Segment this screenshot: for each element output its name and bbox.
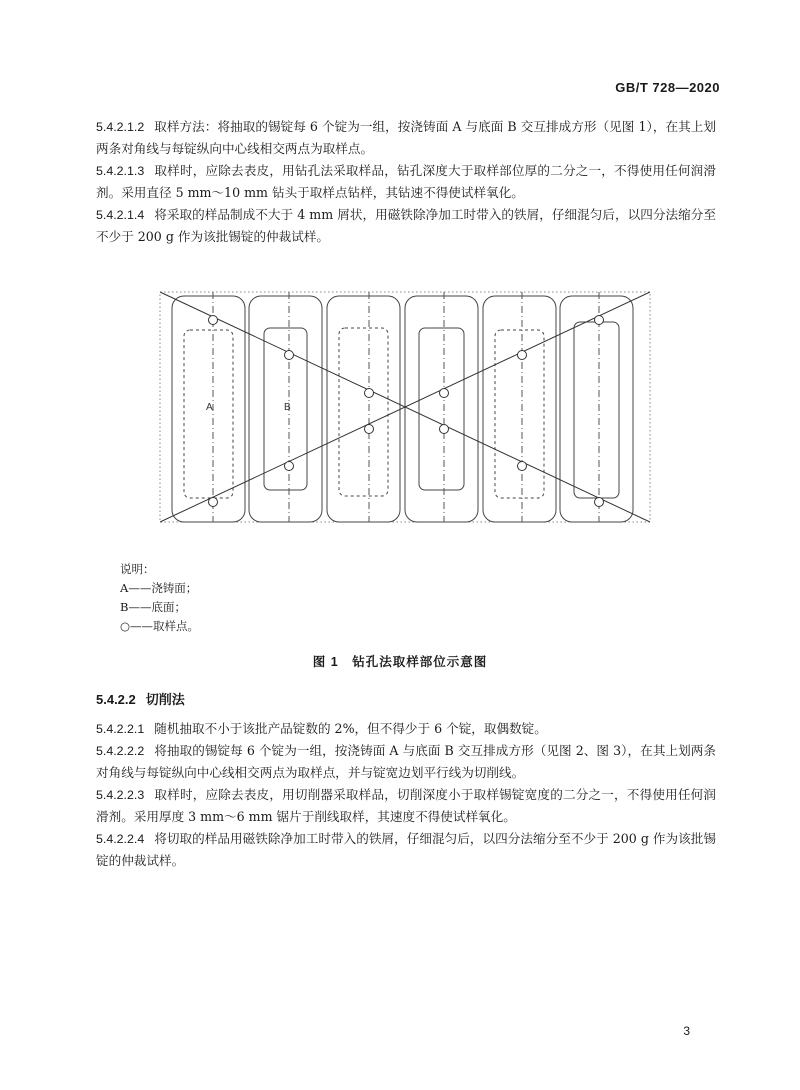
ingot-6 [560, 296, 633, 522]
sampling-point [518, 462, 527, 471]
face-a-label: A [206, 402, 213, 413]
legend-title: 说明： [120, 562, 155, 576]
ingot-3 [327, 296, 400, 522]
sampling-point [440, 425, 449, 434]
sampling-point [595, 498, 604, 507]
sampling-diagram-svg [150, 282, 660, 542]
ingot-4 [405, 296, 478, 522]
page-number: 3 [683, 1024, 690, 1038]
face-b-label: B [284, 402, 291, 413]
sampling-point [518, 351, 527, 360]
sampling-point [209, 498, 218, 507]
standard-code: GB/T 728—2020 [615, 80, 720, 95]
section-heading-5-4-2-2: 5.4.2.2 切削法 [96, 692, 185, 707]
figure-caption: 图 1 钻孔法取样部位示意图 [312, 655, 488, 669]
ingot-1-inner [184, 330, 233, 498]
paragraph-5-4-2-2-3: 5.4.2.2.3 取样时，应除去表皮，用切削器采取样品，切削深度小于取样锡锭宽度的二分之一，不得使用任何润滑剂。采用厚度 3 mm～6 mm 锯片于削线取样，其速度不得使试样氧化。 [96, 787, 716, 824]
sampling-point [365, 425, 374, 434]
paragraph-5-4-2-1-2: 5.4.2.1.2 取样方法：将抽取的锡锭每 6 个锭为一组，按浇铸面 A 与底面 B 交互排成方形（见图 1），在其上划两条对角线与每锭纵向中心线相交两点为取样点。 [96, 119, 716, 156]
ingot-3-inner [339, 328, 388, 496]
paragraph-5-4-2-1-3: 5.4.2.1.3 取样时，应除去表皮，用钻孔法采取样品，钻孔深度大于取样部位厚的二分之一，不得使用任何润滑剂。采用直径 5 mm～10 mm 钻头于取样点钻样，其钻速不得使试样氧化。 [96, 163, 716, 200]
sampling-point [595, 316, 604, 325]
ingot-6-inner [574, 322, 619, 498]
paragraph-5-4-2-2-4: 5.4.2.2.4 将切取的样品用磁铁除净加工时带入的铁屑，仔细混匀后，以四分法缩分至不少于 200 g 作为该批锡锭的仲裁试样。 [96, 831, 716, 868]
legend-item-point: ○——取样点。 [120, 619, 200, 633]
sampling-point [209, 316, 218, 325]
figure-legend [120, 560, 199, 636]
sampling-point [440, 389, 449, 398]
paragraph-5-4-2-2-2: 5.4.2.2.2 将抽取的锡锭每 6 个锭为一组，按浇铸面 A 与底面 B 交互排成方形（见图 2、图 3），在其上划两条对角线与每锭纵向中心线相交两点为取样点，并与锭宽边划平行线为切削线。 [96, 743, 716, 780]
paragraph-5-4-2-1-4: 5.4.2.1.4 将采取的样品制成不大于 4 mm 屑状，用磁铁除净加工时带入的铁屑，仔细混匀后，以四分法缩分至不少于 200 g 作为该批锡锭的仲裁试样。 [96, 207, 716, 244]
sampling-point [285, 351, 294, 360]
legend-item-b: B——底面； [120, 600, 186, 614]
sampling-point [365, 389, 374, 398]
sampling-diagram [150, 282, 660, 546]
ingot-4-inner [419, 328, 464, 490]
legend-item-a: A——浇铸面； [120, 581, 198, 595]
sampling-point [285, 462, 294, 471]
paragraph-5-4-2-2-1: 5.4.2.2.1 随机抽取不小于该批产品锭数的 2%，但不得少于 6 个锭，取偶数锭。 [96, 721, 547, 736]
